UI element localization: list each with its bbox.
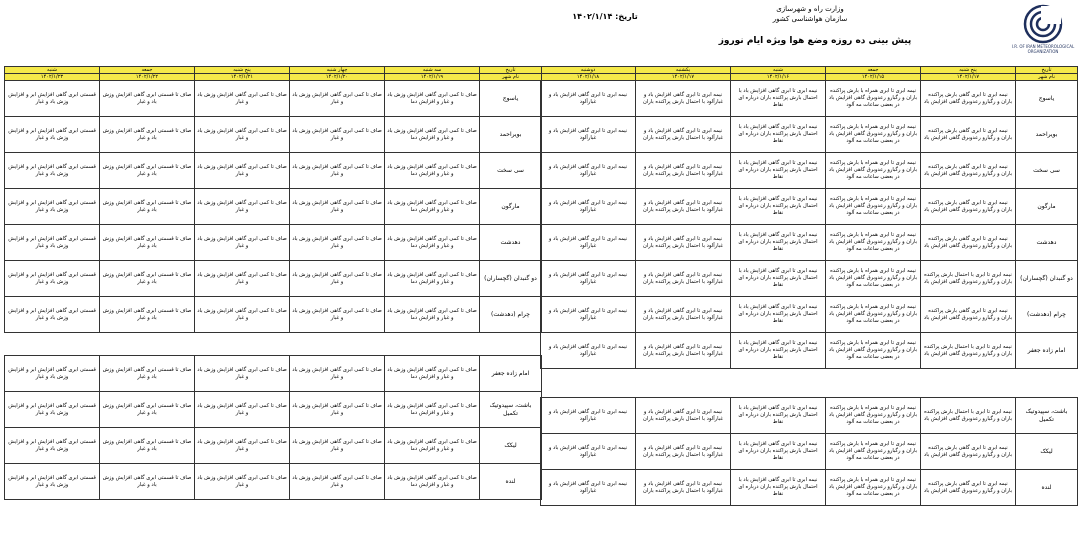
forecast-cell: صاف تا قسمتی ابری گاهی افزایش وزش باد و غبار	[100, 153, 195, 189]
table-row	[5, 428, 542, 464]
day-date: ۱۴۰۲/۱/۱۶	[731, 74, 826, 81]
forecast-cell: قسمتی ابری گاهی افزایش ابر و افزایش وزش باد و غبار	[5, 189, 100, 225]
forecast-cell: صاف تا کمی ابری گاهی افزایش وزش باد و غبار و افزایش دما	[385, 81, 480, 117]
forecast-cell: نیمه ابری تا ابری همراه با بارش پراکنده باران و رگبارو رعدوبرق گاهی افزایش باد در بعضی ساعات مه آلود	[826, 117, 921, 153]
forecast-cell: نیمه ابری تا ابری گاهی افزایش باد و غبارآلود با احتمال بارش پراکنده باران	[636, 117, 731, 153]
forecast-cell: صاف تا قسمتی ابری گاهی افزایش وزش باد و غبار	[100, 297, 195, 333]
forecast-cell: نیمه ابری تا ابری گاهی بارش پراکنده باران و رگبارو رعدوبرق گاهی افزایش باد	[921, 81, 1016, 117]
forecast-cell: صاف تا کمی ابری گاهی افزایش وزش باد و غبار	[290, 225, 385, 261]
forecast-cell: نیمه ابری تا ابری گاهی افزایش باد با احتمال بارش پراکنده باران درباره ای نقاط	[731, 117, 826, 153]
day-date: ۱۴۰۲/۱/۱۹	[385, 74, 480, 81]
date-label: تاریخ	[480, 67, 542, 74]
day-date: ۱۴۰۲/۱/۱۷	[921, 74, 1016, 81]
forecast-cell: صاف تا کمی ابری گاهی افزایش وزش باد و غبار	[290, 297, 385, 333]
forecast-cell: نیمه ابری تا ابری گاهی بارش پراکنده باران و رگبارو رعدوبرق گاهی افزایش باد	[921, 297, 1016, 333]
forecast-table-right-lower	[540, 397, 1078, 506]
forecast-cell: نیمه ابری تا ابری همراه با بارش پراکنده باران و رگبارو رعدوبرق گاهی افزایش باد در بعضی ساعات مه آلود	[826, 297, 921, 333]
logo-caption: I.R. OF IRAN METEOROLOGICAL ORGANIZATION	[1011, 44, 1075, 54]
forecast-cell: نیمه ابری تا ابری گاهی افزایش باد با احتمال بارش پراکنده باران درباره ای نقاط	[731, 225, 826, 261]
table-row	[541, 189, 1078, 225]
table-row	[541, 470, 1078, 506]
table-row	[5, 297, 542, 333]
date-label: تاریخ	[1016, 67, 1078, 74]
forecast-cell: صاف تا کمی ابری گاهی افزایش وزش باد و غبار	[290, 261, 385, 297]
table-row	[541, 153, 1078, 189]
table-row	[5, 117, 542, 153]
forecast-cell: نیمه ابری تا ابری گاهی افزایش باد با احتمال بارش پراکنده باران درباره ای نقاط	[731, 470, 826, 506]
forecast-cell: صاف تا کمی ابری گاهی افزایش وزش باد و غبار و افزایش دما	[385, 261, 480, 297]
forecast-cell: نیمه ابری تا ابری همراه با بارش پراکنده باران و رگبارو رعدوبرق گاهی افزایش باد در بعضی ساعات مه آلود	[826, 225, 921, 261]
table-row	[5, 153, 542, 189]
page-title: پیش بینی ده روزه وضع هوا ویژه ایام نوروز	[718, 36, 912, 46]
forecast-cell: نیمه ابری تا ابری گاهی افزایش باد و غبارآلود با احتمال بارش پراکنده باران	[636, 333, 731, 369]
day-date: ۱۴۰۲/۱/۱۸	[541, 74, 636, 81]
forecast-cell: صاف تا کمی ابری گاهی افزایش وزش باد و غبار	[290, 153, 385, 189]
forecast-cell: نیمه ابری تا ابری گاهی افزایش باد با احتمال بارش پراکنده باران درباره ای نقاط	[731, 297, 826, 333]
forecast-cell: قسمتی ابری گاهی افزایش ابر و افزایش وزش باد و غبار	[5, 117, 100, 153]
city-name: امام زاده جعفر	[1016, 333, 1078, 369]
forecast-cell: نیمه ابری تا ابری همراه با بارش پراکنده باران و رگبارو رعدوبرق گاهی افزایش باد در بعضی ساعات مه آلود	[826, 189, 921, 225]
forecast-cell: صاف تا کمی ابری گاهی افزایش وزش باد و غبار و افزایش دما	[385, 153, 480, 189]
day-name: پنج شنبه	[195, 67, 290, 74]
day-date: ۱۴۰۲/۱/۱۵	[826, 74, 921, 81]
day-name: جمعه	[826, 67, 921, 74]
forecast-cell: نیمه ابری تا ابری گاهی افزایش باد و غبارآلود با احتمال بارش پراکنده باران	[636, 225, 731, 261]
forecast-cell: صاف تا کمی ابری گاهی افزایش وزش باد و غبار	[290, 428, 385, 464]
day-name: جمعه	[100, 67, 195, 74]
forecast-cell: قسمتی ابری گاهی افزایش ابر و افزایش وزش باد و غبار	[5, 297, 100, 333]
forecast-cell: نیمه ابری تا ابری گاهی افزایش باد با احتمال بارش پراکنده باران درباره ای نقاط	[731, 153, 826, 189]
city-name: دو گنبدان (گچساران)	[480, 261, 542, 297]
day-name: شنبه	[731, 67, 826, 74]
forecast-cell: قسمتی ابری گاهی افزایش ابر و افزایش وزش باد و غبار	[5, 261, 100, 297]
forecast-cell: صاف تا قسمتی ابری گاهی افزایش وزش باد و غبار	[100, 428, 195, 464]
forecast-cell: نیمه ابری تا ابری گاهی افزایش باد با احتمال بارش پراکنده باران درباره ای نقاط	[731, 333, 826, 369]
day-date: ۱۴۰۲/۱/۲۲	[100, 74, 195, 81]
forecast-cell: صاف تا قسمتی ابری گاهی افزایش وزش باد و غبار	[100, 81, 195, 117]
city-label: نام شهر	[480, 74, 542, 81]
forecast-cell: صاف تا قسمتی ابری گاهی افزایش وزش باد و غبار	[100, 356, 195, 392]
forecast-cell: صاف تا کمی ابری گاهی افزایش وزش باد و غبار	[195, 428, 290, 464]
forecast-cell: صاف تا قسمتی ابری گاهی افزایش وزش باد و غبار	[100, 117, 195, 153]
organization-name: سازمان هواشناسی کشور	[772, 15, 848, 23]
day-date: ۱۴۰۲/۱/۲۰	[290, 74, 385, 81]
forecast-table-left	[4, 66, 542, 333]
city-label: نام شهر	[1016, 74, 1078, 81]
header-row-days	[5, 67, 542, 74]
forecast-cell: نیمه ابری تا ابری گاهی بارش پراکنده باران و رگبارو رعدوبرق گاهی افزایش باد	[921, 225, 1016, 261]
city-name: سی سخت	[1016, 153, 1078, 189]
forecast-cell: صاف تا کمی ابری گاهی افزایش وزش باد و غبار و افزایش دما	[385, 117, 480, 153]
forecast-cell: صاف تا قسمتی ابری گاهی افزایش وزش باد و غبار	[100, 261, 195, 297]
city-name: چرام (دهدشت)	[480, 297, 542, 333]
forecast-cell: نیمه ابری تا ابری گاهی افزایش باد با احتمال بارش پراکنده باران درباره ای نقاط	[731, 261, 826, 297]
forecast-cell: قسمتی ابری گاهی افزایش ابر و افزایش وزش باد و غبار	[5, 225, 100, 261]
forecast-cell: صاف تا قسمتی ابری گاهی افزایش وزش باد و غبار	[100, 189, 195, 225]
forecast-cell: نیمه ابری تا ابری گاهی افزایش باد و غبارآلود	[541, 470, 636, 506]
day-name: سه شنبه	[385, 67, 480, 74]
city-name: بویراحمد	[1016, 117, 1078, 153]
forecast-cell: نیمه ابری تا ابری همراه با بارش پراکنده باران و رگبارو رعدوبرق گاهی افزایش باد در بعضی ساعات مه آلود	[826, 470, 921, 506]
table-row	[541, 333, 1078, 369]
table-row	[541, 81, 1078, 117]
forecast-cell: قسمتی ابری گاهی افزایش ابر و افزایش وزش باد و غبار	[5, 392, 100, 428]
city-name: لیکک	[1016, 434, 1078, 470]
ministry-name: وزارت راه و شهرسازی	[776, 5, 844, 13]
forecast-cell: صاف تا کمی ابری گاهی افزایش وزش باد و غبار	[195, 261, 290, 297]
forecast-table-right	[540, 66, 1078, 369]
forecast-cell: نیمه ابری تا ابری با احتمال بارش پراکنده باران و رگبارو رعدوبرق گاهی افزایش باد	[921, 398, 1016, 434]
forecast-cell: نیمه ابری تا ابری گاهی افزایش باد و غبارآلود	[541, 434, 636, 470]
header-row-days	[541, 67, 1078, 74]
forecast-cell: صاف تا کمی ابری گاهی افزایش وزش باد و غبار	[290, 117, 385, 153]
city-name: یاسوج	[1016, 81, 1078, 117]
forecast-cell: صاف تا کمی ابری گاهی افزایش وزش باد و غبار	[290, 81, 385, 117]
forecast-cell: صاف تا کمی ابری گاهی افزایش وزش باد و غبار و افزایش دما	[385, 428, 480, 464]
forecast-cell: نیمه ابری تا ابری همراه با بارش پراکنده باران و رگبارو رعدوبرق گاهی افزایش باد در بعضی ساعات مه آلود	[826, 398, 921, 434]
day-name: دوشنبه	[541, 67, 636, 74]
forecast-cell: صاف تا کمی ابری گاهی افزایش وزش باد و غبار	[290, 356, 385, 392]
forecast-cell: صاف تا کمی ابری گاهی افزایش وزش باد و غبار	[195, 297, 290, 333]
day-name: چهار شنبه	[290, 67, 385, 74]
day-name: شنبه	[5, 67, 100, 74]
city-name: سی سخت	[480, 153, 542, 189]
table-row	[5, 261, 542, 297]
ministry-header	[710, 4, 910, 24]
forecast-cell: صاف تا قسمتی ابری گاهی افزایش وزش باد و غبار	[100, 392, 195, 428]
header-row-dates	[541, 74, 1078, 81]
forecast-cell: نیمه ابری تا ابری گاهی افزایش باد با احتمال بارش پراکنده باران درباره ای نقاط	[731, 398, 826, 434]
city-name: لیکک	[480, 428, 542, 464]
forecast-cell: صاف تا کمی ابری گاهی افزایش وزش باد و غبار و افزایش دما	[385, 189, 480, 225]
table-row	[541, 117, 1078, 153]
organization-logo	[1010, 4, 1076, 64]
forecast-cell: نیمه ابری تا ابری با احتمال بارش پراکنده باران و رگبارو رعدوبرق گاهی افزایش باد	[921, 333, 1016, 369]
forecast-cell: نیمه ابری تا ابری گاهی افزایش باد و غبارآلود با احتمال بارش پراکنده باران	[636, 297, 731, 333]
table-row	[5, 81, 542, 117]
forecast-cell: نیمه ابری تا ابری گاهی بارش پراکنده باران و رگبارو رعدوبرق گاهی افزایش باد	[921, 117, 1016, 153]
forecast-cell: قسمتی ابری گاهی افزایش ابر و افزایش وزش باد و غبار	[5, 464, 100, 500]
forecast-cell: صاف تا کمی ابری گاهی افزایش وزش باد و غبار	[195, 225, 290, 261]
forecast-cell: نیمه ابری تا ابری گاهی افزایش باد و غبارآلود با احتمال بارش پراکنده باران	[636, 189, 731, 225]
city-name: لنده	[1016, 470, 1078, 506]
forecast-cell: صاف تا کمی ابری گاهی افزایش وزش باد و غبار	[195, 81, 290, 117]
city-name: مارگون	[480, 189, 542, 225]
header-row-dates	[5, 74, 542, 81]
table-row	[541, 398, 1078, 434]
table-row	[5, 392, 542, 428]
forecast-cell: نیمه ابری تا ابری گاهی بارش پراکنده باران و رگبارو رعدوبرق گاهی افزایش باد	[921, 153, 1016, 189]
day-name: یکشنبه	[636, 67, 731, 74]
forecast-cell: نیمه ابری تا ابری گاهی افزایش باد و غبارآلود با احتمال بارش پراکنده باران	[636, 261, 731, 297]
city-name: بویراحمد	[480, 117, 542, 153]
forecast-cell: نیمه ابری تا ابری گاهی افزایش باد و غبارآلود با احتمال بارش پراکنده باران	[636, 398, 731, 434]
forecast-cell: صاف تا کمی ابری گاهی افزایش وزش باد و غبار	[195, 392, 290, 428]
forecast-cell: صاف تا کمی ابری گاهی افزایش وزش باد و غبار	[195, 356, 290, 392]
city-name: لنده	[480, 464, 542, 500]
forecast-cell: صاف تا کمی ابری گاهی افزایش وزش باد و غبار	[195, 189, 290, 225]
forecast-table-left-lower	[4, 355, 542, 500]
forecast-cell: نیمه ابری تا ابری گاهی افزایش باد و غبارآلود	[541, 225, 636, 261]
forecast-cell: نیمه ابری تا ابری همراه با بارش پراکنده باران و رگبارو رعدوبرق گاهی افزایش باد در بعضی ساعات مه آلود	[826, 81, 921, 117]
city-name: باشت، سپیدوتیک تکمیل	[1016, 398, 1078, 434]
city-name: باشت، سپیدوتیک تکمیل	[480, 392, 542, 428]
forecast-cell: نیمه ابری تا ابری گاهی بارش پراکنده باران و رگبارو رعدوبرق گاهی افزایش باد	[921, 434, 1016, 470]
forecast-cell: نیمه ابری تا ابری گاهی بارش پراکنده باران و رگبارو رعدوبرق گاهی افزایش باد	[921, 189, 1016, 225]
forecast-cell: قسمتی ابری گاهی افزایش ابر و افزایش وزش باد و غبار	[5, 153, 100, 189]
forecast-cell: نیمه ابری تا ابری گاهی افزایش باد و غبارآلود	[541, 261, 636, 297]
table-row	[541, 434, 1078, 470]
city-name: مارگون	[1016, 189, 1078, 225]
forecast-cell: نیمه ابری تا ابری گاهی افزایش باد و غبارآلود	[541, 117, 636, 153]
forecast-cell: نیمه ابری تا ابری گاهی افزایش باد با احتمال بارش پراکنده باران درباره ای نقاط	[731, 189, 826, 225]
meteorology-logo-icon	[1023, 4, 1063, 44]
table-row	[5, 356, 542, 392]
table-row	[5, 225, 542, 261]
forecast-cell: نیمه ابری تا ابری با احتمال بارش پراکنده باران و رگبارو رعدوبرق گاهی افزایش باد	[921, 261, 1016, 297]
report-date: تاریخ: ۱۴۰۲/۱/۱۴	[572, 12, 638, 21]
table-row	[541, 261, 1078, 297]
forecast-cell: صاف تا کمی ابری گاهی افزایش وزش باد و غبار	[195, 117, 290, 153]
forecast-cell: صاف تا کمی ابری گاهی افزایش وزش باد و غبار و افزایش دما	[385, 464, 480, 500]
forecast-cell: نیمه ابری تا ابری گاهی افزایش باد و غبارآلود	[541, 333, 636, 369]
day-date: ۱۴۰۲/۱/۲۱	[195, 74, 290, 81]
forecast-cell: صاف تا کمی ابری گاهی افزایش وزش باد و غبار	[290, 464, 385, 500]
forecast-cell: صاف تا کمی ابری گاهی افزایش وزش باد و غبار	[195, 464, 290, 500]
table-row	[5, 189, 542, 225]
forecast-cell: نیمه ابری تا ابری گاهی افزایش باد و غبارآلود با احتمال بارش پراکنده باران	[636, 434, 731, 470]
day-date: ۱۴۰۲/۱/۲۳	[5, 74, 100, 81]
forecast-cell: قسمتی ابری گاهی افزایش ابر و افزایش وزش باد و غبار	[5, 81, 100, 117]
city-name: دهدشت	[1016, 225, 1078, 261]
forecast-cell: قسمتی ابری گاهی افزایش ابر و افزایش وزش باد و غبار	[5, 356, 100, 392]
forecast-cell: صاف تا کمی ابری گاهی افزایش وزش باد و غبار و افزایش دما	[385, 392, 480, 428]
forecast-cell: نیمه ابری تا ابری گاهی افزایش باد و غبارآلود با احتمال بارش پراکنده باران	[636, 81, 731, 117]
forecast-cell: نیمه ابری تا ابری گاهی افزایش باد و غبارآلود با احتمال بارش پراکنده باران	[636, 153, 731, 189]
forecast-cell: نیمه ابری تا ابری گاهی افزایش باد با احتمال بارش پراکنده باران درباره ای نقاط	[731, 81, 826, 117]
day-name: پنج شنبه	[921, 67, 1016, 74]
forecast-cell: قسمتی ابری گاهی افزایش ابر و افزایش وزش باد و غبار	[5, 428, 100, 464]
table-row	[541, 297, 1078, 333]
forecast-cell: نیمه ابری تا ابری گاهی افزایش باد و غبارآلود	[541, 153, 636, 189]
city-name: چرام (دهدشت)	[1016, 297, 1078, 333]
forecast-cell: نیمه ابری تا ابری همراه با بارش پراکنده باران و رگبارو رعدوبرق گاهی افزایش باد در بعضی ساعات مه آلود	[826, 434, 921, 470]
day-date: ۱۴۰۲/۱/۱۷	[636, 74, 731, 81]
forecast-cell: صاف تا کمی ابری گاهی افزایش وزش باد و غبار و افزایش دما	[385, 297, 480, 333]
forecast-cell: صاف تا کمی ابری گاهی افزایش وزش باد و غبار و افزایش دما	[385, 356, 480, 392]
forecast-cell: نیمه ابری تا ابری گاهی افزایش باد و غبارآلود	[541, 189, 636, 225]
table-row	[541, 225, 1078, 261]
forecast-cell: صاف تا قسمتی ابری گاهی افزایش وزش باد و غبار	[100, 464, 195, 500]
forecast-cell: صاف تا کمی ابری گاهی افزایش وزش باد و غبار	[290, 392, 385, 428]
forecast-cell: نیمه ابری تا ابری همراه با بارش پراکنده باران و رگبارو رعدوبرق گاهی افزایش باد در بعضی ساعات مه آلود	[826, 261, 921, 297]
forecast-cell: صاف تا قسمتی ابری گاهی افزایش وزش باد و غبار	[100, 225, 195, 261]
forecast-cell: نیمه ابری تا ابری گاهی افزایش باد با احتمال بارش پراکنده باران درباره ای نقاط	[731, 434, 826, 470]
forecast-cell: نیمه ابری تا ابری گاهی افزایش باد و غبارآلود	[541, 297, 636, 333]
city-name: یاسوج	[480, 81, 542, 117]
forecast-cell: نیمه ابری تا ابری گاهی افزایش باد و غبارآلود با احتمال بارش پراکنده باران	[636, 470, 731, 506]
forecast-cell: نیمه ابری تا ابری گاهی افزایش باد و غبارآلود	[541, 81, 636, 117]
forecast-cell: نیمه ابری تا ابری همراه با بارش پراکنده باران و رگبارو رعدوبرق گاهی افزایش باد در بعضی ساعات مه آلود	[826, 153, 921, 189]
forecast-cell: صاف تا کمی ابری گاهی افزایش وزش باد و غبار	[195, 153, 290, 189]
forecast-cell: نیمه ابری تا ابری گاهی افزایش باد و غبارآلود	[541, 398, 636, 434]
city-name: دهدشت	[480, 225, 542, 261]
forecast-cell: صاف تا کمی ابری گاهی افزایش وزش باد و غبار و افزایش دما	[385, 225, 480, 261]
city-name: دو گنبدان (گچساران)	[1016, 261, 1078, 297]
forecast-cell: نیمه ابری تا ابری همراه با بارش پراکنده باران و رگبارو رعدوبرق گاهی افزایش باد در بعضی ساعات مه آلود	[826, 333, 921, 369]
table-row	[5, 464, 542, 500]
forecast-cell: نیمه ابری تا ابری گاهی بارش پراکنده باران و رگبارو رعدوبرق گاهی افزایش باد	[921, 470, 1016, 506]
forecast-cell: صاف تا کمی ابری گاهی افزایش وزش باد و غبار	[290, 189, 385, 225]
city-name: امام زاده جعفر	[480, 356, 542, 392]
